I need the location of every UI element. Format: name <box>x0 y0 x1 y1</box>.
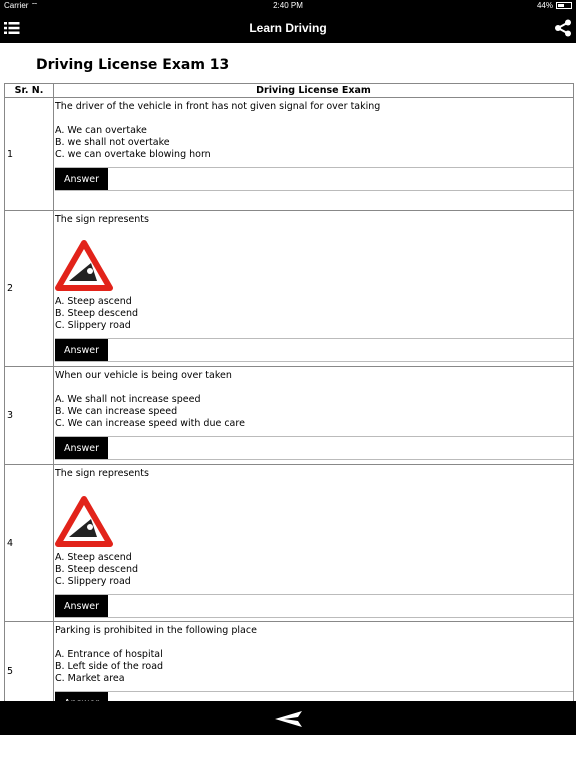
row-number: 5 <box>5 622 54 722</box>
content-scroll-area[interactable] <box>0 43 576 701</box>
answer-button[interactable]: Answer <box>55 437 108 459</box>
carrier-text: Carrier <box>4 1 29 10</box>
row-number: 1 <box>5 98 54 211</box>
options-list <box>55 552 573 588</box>
steep-road-sign-icon <box>55 496 113 548</box>
wifi-icon: ⌔ <box>30 1 39 10</box>
table-row <box>5 98 574 211</box>
bottom-bar <box>0 701 576 735</box>
answer-row <box>55 167 573 191</box>
option-c: C. Slippery road <box>55 320 131 331</box>
status-bar <box>0 0 576 12</box>
question-text: When our vehicle is being over taken <box>55 370 232 381</box>
options-list <box>55 296 573 332</box>
option-b: B. Steep descend <box>55 308 138 319</box>
answer-row <box>55 594 573 618</box>
option-a: A. Steep ascend <box>55 296 132 307</box>
options-list <box>55 394 573 430</box>
option-c: C. Slippery road <box>55 576 131 587</box>
option-b: B. Left side of the road <box>55 661 164 672</box>
option-b: B. we shall not overtake <box>55 137 170 148</box>
question-cell <box>54 211 574 367</box>
table-row <box>5 465 574 622</box>
question-text: Parking is prohibited in the following place <box>55 625 257 636</box>
row-number: 4 <box>5 465 54 622</box>
option-c: C. We can increase speed with due care <box>55 418 245 429</box>
column-header-exam: Driving License Exam <box>54 84 574 98</box>
back-arrow-icon[interactable] <box>272 709 304 729</box>
steep-road-sign-icon <box>55 240 113 292</box>
option-c: C. we can overtake blowing horn <box>55 149 211 160</box>
answer-row <box>55 338 573 362</box>
options-list <box>55 125 573 161</box>
answer-button[interactable]: Answer <box>55 595 108 617</box>
clock: 2:40 PM <box>273 1 303 10</box>
question-text: The sign represents <box>55 214 149 225</box>
table-row <box>5 211 574 367</box>
question-text: The driver of the vehicle in front has not given signal for over taking <box>55 101 381 112</box>
answer-button[interactable]: Answer <box>55 168 108 190</box>
option-a: A. We can overtake <box>55 125 147 136</box>
question-text: The sign represents <box>55 468 149 479</box>
row-number: 3 <box>5 367 54 465</box>
answer-row <box>55 436 573 460</box>
page-title: Driving License Exam 13 <box>36 57 230 73</box>
table-row <box>5 367 574 465</box>
option-b: B. Steep descend <box>55 564 138 575</box>
option-a: A. Entrance of hospital <box>55 649 163 660</box>
battery-percent: 44% <box>536 1 553 10</box>
question-cell <box>54 367 574 465</box>
option-b: B. We can increase speed <box>55 406 178 417</box>
battery-icon <box>556 2 572 9</box>
option-a: A. We shall not increase speed <box>55 394 201 405</box>
battery-indicator <box>537 1 572 10</box>
exam-table <box>4 83 574 722</box>
nav-bar <box>0 12 576 43</box>
answer-button[interactable]: Answer <box>55 339 108 361</box>
share-icon[interactable] <box>554 19 572 37</box>
app-title: Learn Driving <box>249 21 327 35</box>
question-cell <box>54 465 574 622</box>
row-number: 2 <box>5 211 54 367</box>
option-a: A. Steep ascend <box>55 552 132 563</box>
column-header-sr: Sr. N. <box>5 84 54 98</box>
options-list <box>55 649 573 685</box>
option-c: C. Market area <box>55 673 125 684</box>
question-cell <box>54 98 574 211</box>
table-header-row <box>5 84 574 98</box>
